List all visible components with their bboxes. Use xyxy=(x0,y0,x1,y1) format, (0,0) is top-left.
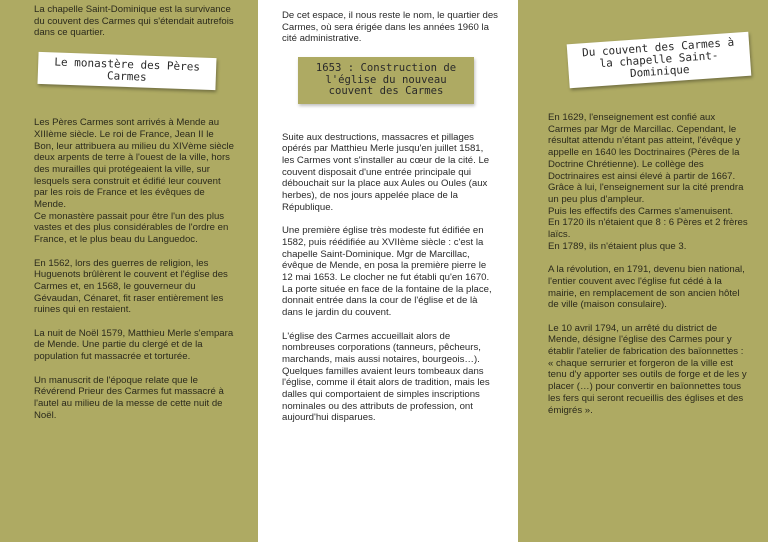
middle-paragraph-3: L'église des Carmes accueillait alors de nombreuses corporations (tanneurs, pêcheurs, marchands, mais aussi notaires, bourgeois…). Quelques familles avaient leurs tombeaux dans l'église, comme il était alors de tradition, mais les dalles qui comportaient de simples inscriptions nominales ou des attributs de profession, ont aujourd'hui disparues. xyxy=(282,330,490,424)
left-paragraph-1: Les Pères Carmes sont arrivés à Mende au XIIIème siècle. Le roi de France, Jean II le Bon, leur attribuera au milieu du XIVème siècle deux arpents de terre à l'ouest de la ville, hors des murailles qui protégeaient la ville, sur lesquels sera construit et édifié leur couvent par les rois de France et les évêques de Mende. Ce monastère passait pour être l'un des plus vastes et des plus considérables de l'ordre en France, et le plus beau du Languedoc. xyxy=(34,117,234,246)
middle-panel xyxy=(258,0,518,542)
middle-title: 1653 : Construction de l'église du nouveau couvent des Carmes xyxy=(298,57,474,104)
right-paragraph-2: A la révolution, en 1791, devenu bien national, l'entier couvent avec l'église fut cédé à la mairie, en remplacement de son ancien hôtel de ville (maison consulaire). xyxy=(548,264,745,311)
middle-paragraph-1: Suite aux destructions, massacres et pillages opérés par Matthieu Merle jusqu'en juillet 1581, les Carmes vont s'installer au cœur de la cité. Le couvent disposait d'une entrée principale qui débouchait sur la place aux Aules ou Oules (aux herbes), de nos jours appelée place de la République. xyxy=(282,131,490,213)
left-paragraph-2: En 1562, lors des guerres de religion, les Huguenots brûlèrent le couvent et l'église des Carmes et, en 1568, le gouverneur du Gévaudan, Cénaret, fit raser entièrement les ruines qui en restaient. xyxy=(34,257,228,316)
left-intro: La chapelle Saint-Dominique est la survivance du couvent des Carmes qui s'étendait autrefois dans ce quartier. xyxy=(34,4,234,39)
right-paragraph-3: Le 10 avril 1794, un arrêté du district de Mende, désigne l'église des Carmes pour y établir l'atelier de fabrication des baïonnettes : « chaque serrurier et forgeron de la ville est tenu d'y apporter ses outils de forge et de les y placer (…) pour convertir en baïonnettes tous les fers qui seront recueillis des églises et des émigrés ». xyxy=(548,322,747,416)
left-paragraph-3: La nuit de Noël 1579, Matthieu Merle s'empara de Mende. Une partie du clergé et de la population fut massacrée et torturée. xyxy=(34,327,234,363)
right-title: Du couvent des Carmes à la chapelle Saint-Dominique xyxy=(567,32,752,89)
right-panel xyxy=(518,0,768,542)
middle-paragraph-2: Une première église très modeste fut édifiée en 1582, puis réédifiée au XVIIème siècle : c'est la chapelle Saint-Dominique. Mgr de Marcillac, évêque de Mende, en posa la première pierre le 12 mai 1653. Le clocher ne fut établi qu'en 1670. La porte située en face de la fontaine de la place, donnait entrée dans la cour de l'église et de là dans le jardin du couvent. xyxy=(282,225,492,319)
left-title: Le monastère des Pères Carmes xyxy=(37,52,216,90)
middle-intro: De cet espace, il nous reste le nom, le quartier des Carmes, où sera érigée dans les années 1960 la cité administrative. xyxy=(282,10,498,45)
left-panel xyxy=(0,0,258,542)
left-paragraph-4: Un manuscrit de l'époque relate que le Révérend Prieur des Carmes fut massacré à l'autel au milieu de la messe de cette nuit de Noël. xyxy=(34,374,224,421)
right-paragraph-1: En 1629, l'enseignement est confié aux Carmes par Mgr de Marcillac. Cependant, le résultat attendu n'étant pas atteint, l'évêque y appelle en 1640 les Doctrinaires (Pères de la Doctrine Chrétienne). Le collège des Doctrinaires est ainsi élevé à partir de 1667. Grâce à lui, l'enseignement sur la cité prendra un peu plus d'ampleur. Puis les effectifs des Carmes s'amenuisent. En 1720 ils n'étaient que 8 : 6 Pères et 2 frères laïcs. En 1789, ils n'étaient plus que 3. xyxy=(548,112,748,252)
